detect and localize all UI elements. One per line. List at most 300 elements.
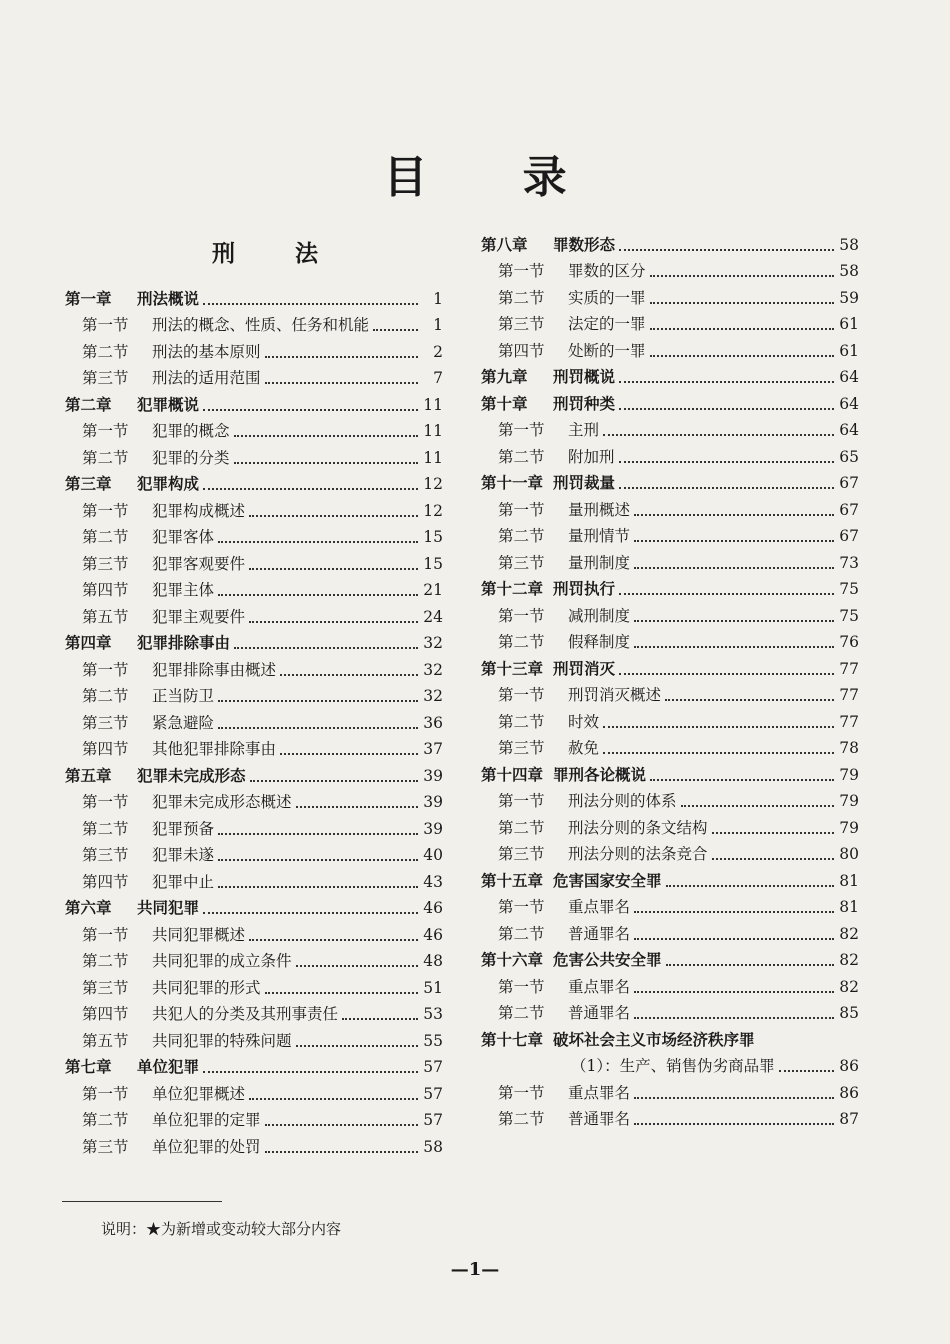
toc-entry: [65, 468, 443, 495]
toc-entry-page: 15: [423, 528, 443, 546]
toc-leader-dots: [619, 593, 834, 595]
toc-entry-number: 第二章: [65, 394, 112, 414]
toc-entry-page: 73: [839, 553, 859, 572]
toc-leader-dots: [634, 620, 834, 622]
toc-entry-number: 第一节: [498, 898, 545, 916]
toc-leader-dots: [203, 912, 418, 914]
toc-entry: [65, 812, 443, 839]
toc-entry-number: 第一节: [82, 925, 129, 944]
toc-entry-page: 21: [423, 581, 443, 599]
toc-leader-dots: [218, 886, 418, 888]
toc-leader-dots: [280, 674, 418, 676]
toc-entry: [481, 281, 859, 308]
part-title: 刑 法: [211, 240, 344, 267]
toc-entry-title: 犯罪未完成形态: [137, 765, 246, 785]
toc-entry-title: 附加刑: [568, 447, 615, 466]
toc-entry: [481, 758, 859, 785]
toc-entry-title: 共同犯罪: [137, 898, 200, 917]
toc-entry-title: 量刑情节: [568, 527, 631, 545]
toc-entry-number: 第二节: [498, 818, 545, 837]
toc-entry: [481, 944, 859, 971]
toc-entry: [65, 627, 443, 654]
toc-leader-dots: [265, 1151, 418, 1153]
toc-entry-page: 67: [839, 500, 859, 519]
toc-entry-title: 犯罪的分类: [152, 448, 230, 467]
toc-entry-page: 12: [423, 475, 443, 493]
toc-entry: [481, 679, 859, 706]
toc-entry: [481, 785, 859, 812]
toc-leader-dots: [218, 859, 418, 861]
toc-entry: [65, 388, 443, 415]
toc-entry-title: （1）：生产、销售伪劣商品罪: [571, 1057, 775, 1075]
toc-entry-page: 11: [423, 448, 443, 467]
toc-left-column: [65, 282, 443, 1157]
toc-entry-number: 第三节: [498, 739, 545, 757]
toc-entry-page: 12: [423, 501, 443, 520]
toc-entry-page: 58: [423, 1137, 443, 1156]
toc-entry-page: 39: [423, 793, 443, 811]
toc-entry: [481, 1050, 859, 1077]
toc-entry-number: 第一节: [498, 262, 545, 280]
toc-entry-number: 第二节: [498, 1110, 545, 1128]
toc-leader-dots: [634, 567, 834, 569]
toc-entry-page: 77: [839, 712, 859, 731]
toc-leader-dots: [619, 673, 834, 675]
toc-entry-title: 刑罚裁量: [553, 473, 616, 492]
toc-entry: [481, 414, 859, 441]
toc-entry-number: 第九章: [481, 367, 528, 386]
toc-entry-number: 第一节: [498, 977, 545, 996]
toc-entry-number: 第四节: [82, 1005, 129, 1023]
toc-leader-dots: [634, 938, 834, 940]
toc-entry-page: 43: [423, 872, 443, 891]
toc-entry-title: 其他犯罪排除事由: [152, 740, 277, 758]
toc-leader-dots: [650, 275, 834, 277]
toc-leader-dots: [603, 726, 834, 728]
toc-entry-title: 普通罪名: [568, 1110, 631, 1128]
toc-entry: [481, 891, 859, 918]
toc-entry-number: 第十五章: [481, 870, 544, 890]
toc-leader-dots: [634, 646, 834, 648]
toc-entry-title: 普通罪名: [568, 924, 631, 943]
toc-leader-dots: [250, 780, 418, 782]
toc-entry-number: 第五节: [82, 1031, 129, 1050]
toc-entry-page: 61: [839, 341, 859, 360]
toc-entry-page: 1: [433, 289, 443, 308]
toc-entry-number: 第十四章: [481, 764, 544, 784]
toc-entry: [481, 467, 859, 494]
toc-entry-title: 刑法的适用范围: [152, 369, 261, 387]
toc-entry-title: 假释制度: [568, 633, 631, 651]
toc-entry-number: 第十一章: [481, 473, 544, 492]
toc-entry: [481, 811, 859, 838]
toc-entry-page: 86: [839, 1083, 859, 1102]
toc-entry-title: 紧急避险: [152, 713, 215, 732]
toc-entry: [481, 970, 859, 997]
toc-entry: [481, 1076, 859, 1103]
toc-entry: [481, 334, 859, 361]
toc-entry-title: 实质的一罪: [568, 288, 646, 307]
toc-entry-page: 1: [433, 316, 443, 334]
toc-leader-dots: [634, 514, 834, 516]
toc-entry: [481, 997, 859, 1024]
toc-entry-title: 单位犯罪的处罚: [152, 1137, 261, 1156]
toc-entry-page: 39: [423, 819, 443, 838]
toc-entry: [65, 1024, 443, 1051]
toc-leader-dots: [650, 328, 834, 330]
toc-entry-number: 第四章: [65, 633, 112, 652]
toc-entry-title: 重点罪名: [568, 1083, 631, 1102]
toc-entry-title: 刑法概说: [137, 288, 200, 308]
toc-entry: [481, 732, 859, 759]
toc-entry-page: 57: [423, 1058, 443, 1076]
toc-entry-title: 处断的一罪: [568, 341, 646, 360]
toc-entry-page: 57: [423, 1084, 443, 1103]
toc-leader-dots: [296, 806, 418, 808]
toc-entry-title: 主刑: [568, 421, 600, 439]
toc-leader-dots: [634, 991, 834, 993]
page-title: 目 录: [383, 152, 607, 203]
toc-entry-title: 犯罪概说: [137, 394, 200, 414]
toc-entry: [65, 574, 443, 601]
toc-entry-title: 正当防卫: [152, 687, 215, 705]
toc-entry: [481, 546, 859, 573]
toc-entry: [65, 839, 443, 866]
toc-entry-number: 第十三章: [481, 658, 544, 678]
toc-entry-title: 刑法的概念、性质、任务和机能: [152, 316, 370, 334]
toc-entry-number: 第二节: [498, 527, 545, 545]
toc-leader-dots: [234, 462, 418, 464]
toc-entry-title: 刑罚执行: [553, 579, 616, 598]
toc-entry-title: 刑罚种类: [553, 393, 616, 413]
toc-entry-page: 36: [423, 713, 443, 732]
toc-entry-page: 79: [839, 792, 859, 810]
toc-entry: [65, 362, 443, 389]
toc-leader-dots: [634, 540, 834, 542]
toc-leader-dots: [234, 647, 418, 649]
toc-leader-dots: [650, 302, 834, 304]
toc-entry-page: 24: [423, 607, 443, 626]
toc-leader-dots: [634, 1017, 834, 1019]
toc-entry-title: 减刑制度: [568, 606, 631, 625]
toc-entry: [481, 493, 859, 520]
toc-entry-number: 第一节: [498, 1083, 545, 1102]
toc-entry-page: 15: [423, 554, 443, 573]
toc-entry-number: 第七章: [65, 1057, 112, 1076]
toc-entry-title: 罪刑各论概说: [553, 764, 647, 784]
toc-entry-title: 犯罪客观要件: [152, 554, 246, 573]
toc-entry-number: 第三节: [82, 1137, 129, 1156]
toc-entry-page: 64: [839, 421, 859, 439]
toc-entry-page: 46: [423, 925, 443, 944]
toc-entry-title: 刑法分则的条文结构: [568, 818, 708, 837]
toc-entry-title: 犯罪未遂: [152, 846, 215, 864]
toc-entry-page: 85: [839, 1004, 859, 1022]
footnote: 说明：★为新增或变动较大部分内容: [101, 1220, 342, 1238]
toc-leader-dots: [265, 382, 418, 384]
toc-entry-title: 普通罪名: [568, 1004, 631, 1022]
toc-entry-title: 破坏社会主义市场经济秩序罪: [553, 1029, 755, 1049]
toc-entry: [481, 228, 859, 255]
toc-entry: [65, 1130, 443, 1157]
toc-entry-number: 第三节: [498, 553, 545, 572]
toc-entry-number: 第二节: [82, 448, 129, 467]
toc-entry-number: 第三节: [82, 369, 129, 387]
toc-entry-title: 犯罪中止: [152, 872, 215, 891]
toc-entry: [65, 653, 443, 680]
toc-entry-number: 第四节: [82, 581, 129, 599]
toc-entry-page: 82: [839, 951, 859, 969]
toc-entry-number: 第六章: [65, 898, 112, 917]
toc-entry-page: 40: [423, 846, 443, 864]
toc-leader-dots: [218, 700, 418, 702]
toc-leader-dots: [203, 488, 418, 490]
toc-entry: [481, 573, 859, 600]
toc-leader-dots: [650, 355, 834, 357]
toc-entry-title: 犯罪构成概述: [152, 501, 246, 520]
toc-entry-page: 77: [839, 659, 859, 678]
toc-entry-title: 危害国家安全罪: [553, 870, 662, 890]
toc-entry: [65, 998, 443, 1025]
toc-entry-page: 64: [839, 394, 859, 413]
toc-leader-dots: [203, 1071, 418, 1073]
toc-entry: [481, 917, 859, 944]
toc-entry-title: 刑罚消灭概述: [568, 686, 662, 704]
toc-entry: [65, 945, 443, 972]
toc-entry-number: 第四节: [82, 872, 129, 891]
toc-leader-dots: [634, 911, 834, 913]
toc-entry-number: 第一节: [498, 606, 545, 625]
toc-entry-title: 罪数的区分: [568, 262, 646, 280]
toc-entry-page: 79: [839, 818, 859, 837]
toc-entry-number: 第一节: [498, 500, 545, 519]
toc-leader-dots: [712, 832, 834, 834]
toc-entry-number: 第一节: [82, 422, 129, 440]
toc-leader-dots: [666, 964, 834, 966]
toc-right-column: [481, 228, 859, 1129]
toc-entry: [65, 680, 443, 707]
toc-entry-page: 61: [839, 315, 859, 333]
toc-entry-title: 犯罪主体: [152, 581, 215, 599]
toc-entry: [65, 309, 443, 336]
toc-leader-dots: [218, 727, 418, 729]
toc-leader-dots: [619, 408, 834, 410]
toc-entry: [481, 864, 859, 891]
toc-entry-title: 犯罪的概念: [152, 422, 230, 440]
toc-entry: [65, 759, 443, 786]
toc-leader-dots: [203, 409, 418, 411]
toc-leader-dots: [249, 939, 418, 941]
toc-entry-page: 51: [423, 978, 443, 997]
toc-entry: [65, 521, 443, 548]
toc-entry-number: 第十六章: [481, 950, 544, 969]
toc-entry-title: 单位犯罪概述: [152, 1084, 246, 1103]
toc-entry-number: 第一节: [498, 686, 545, 704]
toc-entry: [65, 1077, 443, 1104]
toc-entry: [65, 706, 443, 733]
toc-leader-dots: [265, 992, 418, 994]
toc-entry-title: 单位犯罪: [137, 1057, 200, 1076]
toc-entry: [65, 600, 443, 627]
toc-entry-page: 32: [423, 660, 443, 679]
toc-leader-dots: [603, 434, 834, 436]
toc-leader-dots: [666, 885, 834, 887]
toc-entry: [481, 705, 859, 732]
toc-entry-number: 第一节: [82, 793, 129, 811]
toc-leader-dots: [234, 435, 418, 437]
toc-entry-number: 第五节: [82, 607, 129, 626]
toc-entry-page: 80: [839, 845, 859, 863]
toc-leader-dots: [650, 779, 834, 781]
toc-entry-title: 法定的一罪: [568, 315, 646, 333]
toc-entry-title: 犯罪未完成形态概述: [152, 793, 292, 811]
toc-entry-title: 犯罪排除事由: [137, 633, 231, 652]
toc-entry: [65, 282, 443, 309]
toc-entry-number: 第一节: [82, 1084, 129, 1103]
toc-entry-number: 第三章: [65, 474, 112, 493]
toc-entry-number: 第四节: [82, 740, 129, 758]
toc-entry-title: 量刑制度: [568, 553, 631, 572]
toc-entry: [65, 494, 443, 521]
toc-entry-number: 第四节: [498, 341, 545, 360]
toc-entry: [481, 599, 859, 626]
toc-entry-number: 第三节: [82, 846, 129, 864]
toc-entry-title: 犯罪构成: [137, 474, 200, 493]
toc-entry-page: 58: [839, 262, 859, 280]
toc-entry-number: 第一节: [82, 316, 129, 334]
toc-entry: [481, 838, 859, 865]
toc-entry-title: 单位犯罪的定罪: [152, 1111, 261, 1129]
toc-leader-dots: [280, 753, 418, 755]
toc-entry-title: 时效: [568, 712, 600, 731]
toc-entry: [65, 1051, 443, 1078]
toc-entry-page: 2: [433, 342, 443, 361]
toc-entry-page: 82: [839, 924, 859, 943]
toc-entry: [65, 786, 443, 813]
toc-entry-page: 53: [423, 1005, 443, 1023]
toc-entry-page: 32: [423, 634, 443, 652]
toc-entry-number: 第三节: [82, 978, 129, 997]
toc-entry-page: 67: [839, 474, 859, 492]
toc-entry: [65, 441, 443, 468]
toc-entry: [65, 865, 443, 892]
toc-leader-dots: [296, 1045, 418, 1047]
toc-entry-page: 58: [839, 235, 859, 254]
toc-entry-page: 86: [839, 1057, 859, 1075]
toc-entry-number: 第五章: [65, 765, 112, 785]
toc-entry-title: 刑法分则的体系: [568, 792, 677, 810]
toc-entry-number: 第十章: [481, 393, 528, 413]
toc-entry-title: 赦免: [568, 739, 600, 757]
toc-entry-number: 第二节: [498, 1004, 545, 1022]
toc-entry-page: 77: [839, 686, 859, 704]
toc-entry-number: 第二节: [498, 633, 545, 651]
toc-entry-page: 46: [423, 899, 443, 917]
toc-entry-title: 共犯人的分类及其刑事责任: [152, 1005, 339, 1023]
toc-entry-number: 第十二章: [481, 579, 544, 598]
toc-entry-number: 第二节: [82, 687, 129, 705]
toc-leader-dots: [603, 752, 834, 754]
toc-entry-number: 第三节: [498, 845, 545, 863]
toc-entry: [481, 626, 859, 653]
toc-leader-dots: [634, 1123, 834, 1125]
toc-entry: [481, 387, 859, 414]
toc-entry-number: 第二节: [498, 447, 545, 466]
toc-entry-number: 第三节: [82, 713, 129, 732]
toc-entry-number: 第一节: [82, 660, 129, 679]
footnote-divider: [62, 1201, 222, 1202]
toc-entry: [481, 520, 859, 547]
toc-leader-dots: [296, 965, 418, 967]
toc-entry-title: 共同犯罪的成立条件: [152, 952, 292, 970]
toc-leader-dots: [681, 805, 834, 807]
toc-entry-number: 第三节: [498, 315, 545, 333]
toc-entry-page: 48: [423, 952, 443, 970]
toc-entry-title: 犯罪主观要件: [152, 607, 246, 626]
toc-leader-dots: [265, 1124, 418, 1126]
toc-entry-number: 第二节: [82, 819, 129, 838]
toc-entry-page: 64: [839, 368, 859, 386]
toc-leader-dots: [249, 568, 418, 570]
toc-entry-number: 第一章: [65, 288, 112, 308]
toc-entry: [481, 308, 859, 335]
toc-entry: [481, 1103, 859, 1130]
toc-leader-dots: [218, 833, 418, 835]
toc-entry-page: 37: [423, 740, 443, 758]
toc-leader-dots: [619, 249, 834, 251]
toc-leader-dots: [249, 1098, 418, 1100]
toc-entry-title: 犯罪预备: [152, 819, 215, 838]
toc-entry: [481, 1023, 859, 1050]
toc-entry-title: 共同犯罪的特殊问题: [152, 1031, 292, 1050]
toc-entry-page: 81: [839, 871, 859, 890]
toc-entry: [481, 652, 859, 679]
toc-entry-page: 11: [423, 422, 443, 440]
toc-leader-dots: [203, 303, 418, 305]
toc-leader-dots: [665, 699, 834, 701]
toc-entry: [481, 255, 859, 282]
toc-entry-title: 重点罪名: [568, 977, 631, 996]
toc-entry-page: 75: [839, 580, 859, 598]
toc-entry: [481, 440, 859, 467]
toc-entry-title: 共同犯罪的形式: [152, 978, 261, 997]
toc-entry-number: 第八章: [481, 234, 528, 254]
toc-entry-number: 第二节: [82, 952, 129, 970]
toc-entry: [65, 892, 443, 919]
toc-entry: [65, 1104, 443, 1131]
toc-leader-dots: [342, 1018, 418, 1020]
toc-entry-number: 第一节: [498, 421, 545, 439]
toc-entry-number: 第十七章: [481, 1029, 544, 1049]
toc-entry-page: 76: [839, 633, 859, 651]
toc-leader-dots: [779, 1070, 834, 1072]
toc-entry-page: 82: [839, 977, 859, 996]
toc-entry-page: 78: [839, 739, 859, 757]
toc-entry-page: 65: [839, 447, 859, 466]
toc-entry: [65, 415, 443, 442]
toc-entry-page: 75: [839, 606, 859, 625]
page-number: —1—: [450, 1259, 500, 1280]
toc-entry-title: 重点罪名: [568, 898, 631, 916]
toc-leader-dots: [218, 541, 418, 543]
toc-entry-title: 刑法分则的法条竞合: [568, 845, 708, 863]
toc-entry-page: 81: [839, 898, 859, 916]
toc-leader-dots: [373, 329, 418, 331]
toc-entry-title: 危害公共安全罪: [553, 950, 662, 969]
toc-entry-number: 第三节: [82, 554, 129, 573]
toc-entry-number: 第一节: [82, 501, 129, 520]
toc-entry-title: 刑罚概说: [553, 367, 616, 386]
